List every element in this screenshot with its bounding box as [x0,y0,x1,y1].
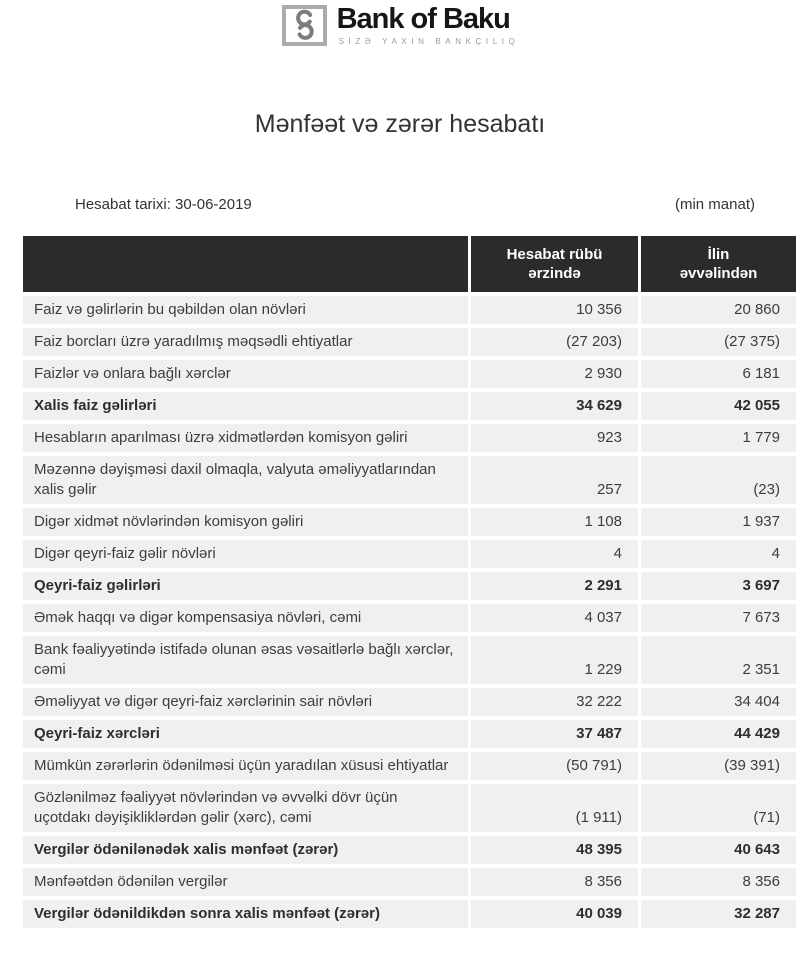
header-cell-quarter: Hesabat rübü ərzində [471,236,638,292]
table-row [23,392,796,420]
table-header [23,236,796,292]
row-quarter-value: 10 356 [471,296,638,324]
row-ytd-value: 3 697 [641,572,796,600]
row-quarter-value: 34 629 [471,392,638,420]
table-row [23,572,796,600]
table-row [23,360,796,388]
row-label: Faiz və gəlirlərin bu qəbildən olan növləri [23,296,468,324]
row-quarter-value: 1 229 [471,636,638,684]
table-row [23,688,796,716]
row-ytd-value: 40 643 [641,836,796,864]
table-row [23,868,796,896]
unit-label: (min manat) [674,196,755,213]
row-quarter-value: 37 487 [471,720,638,748]
row-quarter-value: 1 108 [471,508,638,536]
row-ytd-value: (23) [641,456,796,504]
row-label: Faizlər və onlara bağlı xərclər [23,360,468,388]
report-meta [0,194,800,215]
bank-name: Bank of Baku [336,3,510,35]
profit-loss-table [23,236,796,928]
row-label: Məzənnə dəyişməsi daxil olmaqla, valyuta əməliyyatlarından xalis gəlir [23,456,468,504]
header-cell-ytd: İlin əvvəlindən [641,236,796,292]
row-label: Mənfəətdən ödənilən vergilər [23,868,468,896]
row-quarter-value: 257 [471,456,638,504]
row-quarter-value: 4 037 [471,604,638,632]
row-label: Digər qeyri-faiz gəlir növləri [23,540,468,568]
row-label: Hesabların aparılması üzrə xidmətlərdən komisyon gəliri [23,424,468,452]
row-ytd-value: 1 937 [641,508,796,536]
row-ytd-value: 34 404 [641,688,796,716]
row-label: Qeyri-faiz xərcləri [23,720,468,748]
table-row [23,424,796,452]
row-ytd-value: 44 429 [641,720,796,748]
row-quarter-value: (50 791) [471,752,638,780]
row-label: Əməliyyat və digər qeyri-faiz xərclərinin sair növləri [23,688,468,716]
row-ytd-value: (39 391) [641,752,796,780]
row-ytd-value: 4 [641,540,796,568]
table-row [23,296,796,324]
bank-logo-text [337,4,520,46]
row-quarter-value: (27 203) [471,328,638,356]
row-ytd-value: 1 779 [641,424,796,452]
row-quarter-value: 40 039 [471,900,638,928]
table-row [23,836,796,864]
row-label: Digər xidmət növlərindən komisyon gəliri [23,508,468,536]
row-label: Qeyri-faiz gəlirləri [23,572,468,600]
row-label: Vergilər ödənilənədək xalis mənfəət (zərər) [23,836,468,864]
row-quarter-value: 923 [471,424,638,452]
row-label: Gözlənilməz fəaliyyət növlərindən və əvvəlki dövr üçün uçotdakı dəyişikliklərdən gəlir (xərc), cəmi [23,784,468,832]
row-quarter-value: 2 291 [471,572,638,600]
page-title: Mənfəət və zərər hesabatı [254,110,546,138]
row-ytd-value: 2 351 [641,636,796,684]
table-row [23,508,796,536]
row-label: Əmək haqqı və digər kompensasiya növləri, cəmi [23,604,468,632]
row-quarter-value: 2 930 [471,360,638,388]
table-row [23,720,796,748]
table-row [23,328,796,356]
row-ytd-value: 20 860 [641,296,796,324]
row-label: Mümkün zərərlərin ödənilməsi üçün yaradılan xüsusi ehtiyatlar [23,752,468,780]
table-row [23,540,796,568]
row-label: Vergilər ödənildikdən sonra xalis mənfəət (zərər) [23,900,468,928]
row-quarter-value: 4 [471,540,638,568]
chain-link-icon [281,4,328,47]
table-row [23,900,796,928]
table-body [23,296,796,928]
table-row [23,636,796,684]
row-ytd-value: 8 356 [641,868,796,896]
table-row [23,784,796,832]
bank-logo [0,0,800,47]
bank-tagline: SİZƏ YAXIN BANKÇILIQ [338,37,520,46]
row-label: Bank fəaliyyətində istifadə olunan əsas vəsaitlərlə bağlı xərclər, cəmi [23,636,468,684]
header-cell-empty [23,236,468,292]
report-date: Hesabat tarixi: 30-06-2019 [75,196,252,213]
table-row [23,752,796,780]
row-ytd-value: 32 287 [641,900,796,928]
row-quarter-value: 32 222 [471,688,638,716]
row-ytd-value: 42 055 [641,392,796,420]
row-label: Faiz borcları üzrə yaradılmış məqsədli ehtiyatlar [23,328,468,356]
table-row [23,456,796,504]
row-quarter-value: (1 911) [471,784,638,832]
row-label: Xalis faiz gəlirləri [23,392,468,420]
row-quarter-value: 8 356 [471,868,638,896]
row-ytd-value: 6 181 [641,360,796,388]
row-ytd-value: 7 673 [641,604,796,632]
row-ytd-value: (27 375) [641,328,796,356]
row-ytd-value: (71) [641,784,796,832]
table-row [23,604,796,632]
row-quarter-value: 48 395 [471,836,638,864]
